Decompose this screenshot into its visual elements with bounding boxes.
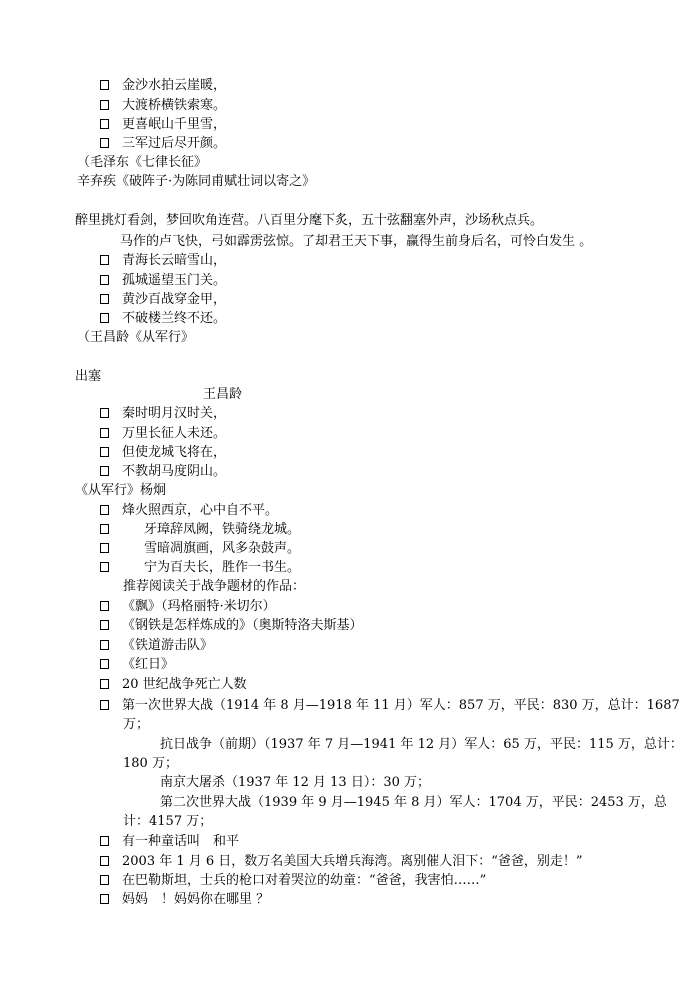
bullet-icon <box>100 543 109 553</box>
poem-title: 辛弃疾《破阵子·为陈同甫赋壮词以寄之》 <box>77 174 316 189</box>
closing-line: 在巴勒斯坦，士兵的枪口对着哭泣的幼童：“爸爸，我害怕……” <box>122 873 487 888</box>
list-item <box>100 891 269 909</box>
poem-author: 王昌龄 <box>203 387 243 402</box>
stat-line: 计：4157 万； <box>123 814 213 829</box>
poem-line: 三军过后尽开颜。 <box>122 136 227 151</box>
poem-source: 《从军行》杨炯 <box>75 483 167 498</box>
list-item <box>100 310 226 328</box>
reading-header: 推荐阅读关于战争题材的作品： <box>123 579 306 594</box>
bullet-icon <box>100 524 109 534</box>
list-item <box>100 291 226 309</box>
bullet-icon <box>100 294 109 304</box>
stat-line: 万； <box>123 717 150 732</box>
poem-line: 孤城遥望玉门关。 <box>122 273 227 288</box>
stat-line: 第一次世界大战（1914 年 8 月—1918 年 11 月）军人：857 万，平民：830 万，总计：1687 <box>122 698 680 713</box>
bullet-icon <box>100 255 109 265</box>
list-item <box>100 444 226 462</box>
list-item <box>100 502 278 520</box>
reading-item: 《钢铁是怎样炼成的》（奥斯特洛夫斯基） <box>122 618 363 633</box>
bullet-icon <box>100 408 109 418</box>
list-item <box>100 252 226 270</box>
poem-line: 醉里挑灯看剑，梦回吹角连营。八百里分麾下炙，五十弦翻塞外声，沙场秋点兵。 <box>75 213 544 228</box>
list-item <box>100 77 226 95</box>
stats-header: 20 世纪战争死亡人数 <box>122 677 247 692</box>
list-item <box>100 656 174 674</box>
reading-item: 《红日》 <box>122 657 175 672</box>
list-item <box>100 463 226 481</box>
list-item <box>100 598 276 616</box>
list-item <box>100 872 486 890</box>
list-item <box>100 521 300 539</box>
list-item <box>100 272 226 290</box>
list-item <box>100 425 226 443</box>
closing-line: 妈妈 ！妈妈你在哪里 ？ <box>122 892 270 907</box>
reading-item: 《飘》（玛格丽特·米切尔） <box>122 599 276 614</box>
stat-line: 南京大屠杀（1937 年 12 月 13 日）：30 万； <box>160 775 431 790</box>
poem-line: 但使龙城飞将在， <box>122 445 227 460</box>
bullet-icon <box>100 447 109 457</box>
poem-line: 烽火照西京，心中自不平。 <box>122 503 279 518</box>
bullet-icon <box>100 640 109 650</box>
stat-line: 第二次世界大战（1939 年 9 月—1945 年 8 月）军人：1704 万，平民：2453 万，总 <box>160 795 667 810</box>
list-item <box>100 833 239 851</box>
list-item <box>100 637 213 655</box>
bullet-icon <box>100 562 109 572</box>
poem-line: 不教胡马度阴山。 <box>122 464 227 479</box>
bullet-icon <box>100 138 109 148</box>
list-item <box>100 97 226 115</box>
poem-line: 黄沙百战穿金甲， <box>122 292 227 307</box>
list-item <box>100 853 583 871</box>
bullet-icon <box>100 620 109 630</box>
bullet-icon <box>100 700 109 710</box>
poem-line: 马作的卢飞快，弓如霹雳弦惊。了却君王天下事，赢得生前身后名，可怜白发生 。 <box>120 234 593 249</box>
list-item <box>100 116 226 134</box>
list-item <box>100 697 680 715</box>
list-item <box>100 405 226 423</box>
reading-item: 《铁道游击队》 <box>122 638 214 653</box>
poem-line: 青海长云暗雪山， <box>122 253 227 268</box>
list-item <box>100 559 300 577</box>
bullet-icon <box>100 679 109 689</box>
list-item <box>100 617 363 635</box>
poem-source: （毛泽东《七律长征》 <box>77 155 208 170</box>
bullet-icon <box>100 466 109 476</box>
poem-line: 宁为百夫长，胜作一书生。 <box>144 560 301 575</box>
poem-line: 大渡桥横铁索寒。 <box>122 98 227 113</box>
poem-title: 出塞 <box>75 369 102 384</box>
poem-line: 牙璋辞凤阙，铁骑绕龙城。 <box>144 522 301 537</box>
bullet-icon <box>100 875 109 885</box>
poem-source: （王昌龄《从军行》 <box>77 330 195 345</box>
bullet-icon <box>100 119 109 129</box>
list-item <box>100 135 226 153</box>
list-item <box>100 676 247 694</box>
bullet-icon <box>100 836 109 846</box>
closing-line: 有一种童话叫 和平 <box>122 834 240 849</box>
bullet-icon <box>100 601 109 611</box>
bullet-icon <box>100 428 109 438</box>
poem-line: 金沙水拍云崖暖， <box>122 78 227 93</box>
poem-line: 万里长征人未还。 <box>122 426 227 441</box>
bullet-icon <box>100 80 109 90</box>
bullet-icon <box>100 894 109 904</box>
poem-line: 雪暗凋旗画，风多杂鼓声。 <box>144 541 301 556</box>
bullet-icon <box>100 856 109 866</box>
poem-line: 不破楼兰终不还。 <box>122 311 227 326</box>
bullet-icon <box>100 659 109 669</box>
bullet-icon <box>100 275 109 285</box>
poem-line: 秦时明月汉时关， <box>122 406 227 421</box>
bullet-icon <box>100 100 109 110</box>
poem-line: 更喜岷山千里雪， <box>122 117 227 132</box>
bullet-icon <box>100 505 109 515</box>
list-item <box>100 540 300 558</box>
closing-line: 2003 年 1 月 6 日，数万名美国大兵增兵海湾。离别催人泪下：“爸爸，别走！” <box>122 854 583 869</box>
stat-line: 180 万； <box>123 756 178 771</box>
stat-line: 抗日战争（前期）（1937 年 7 月—1941 年 12 月）军人：65 万，平民：115 万，总计： <box>160 737 683 752</box>
bullet-icon <box>100 313 109 323</box>
